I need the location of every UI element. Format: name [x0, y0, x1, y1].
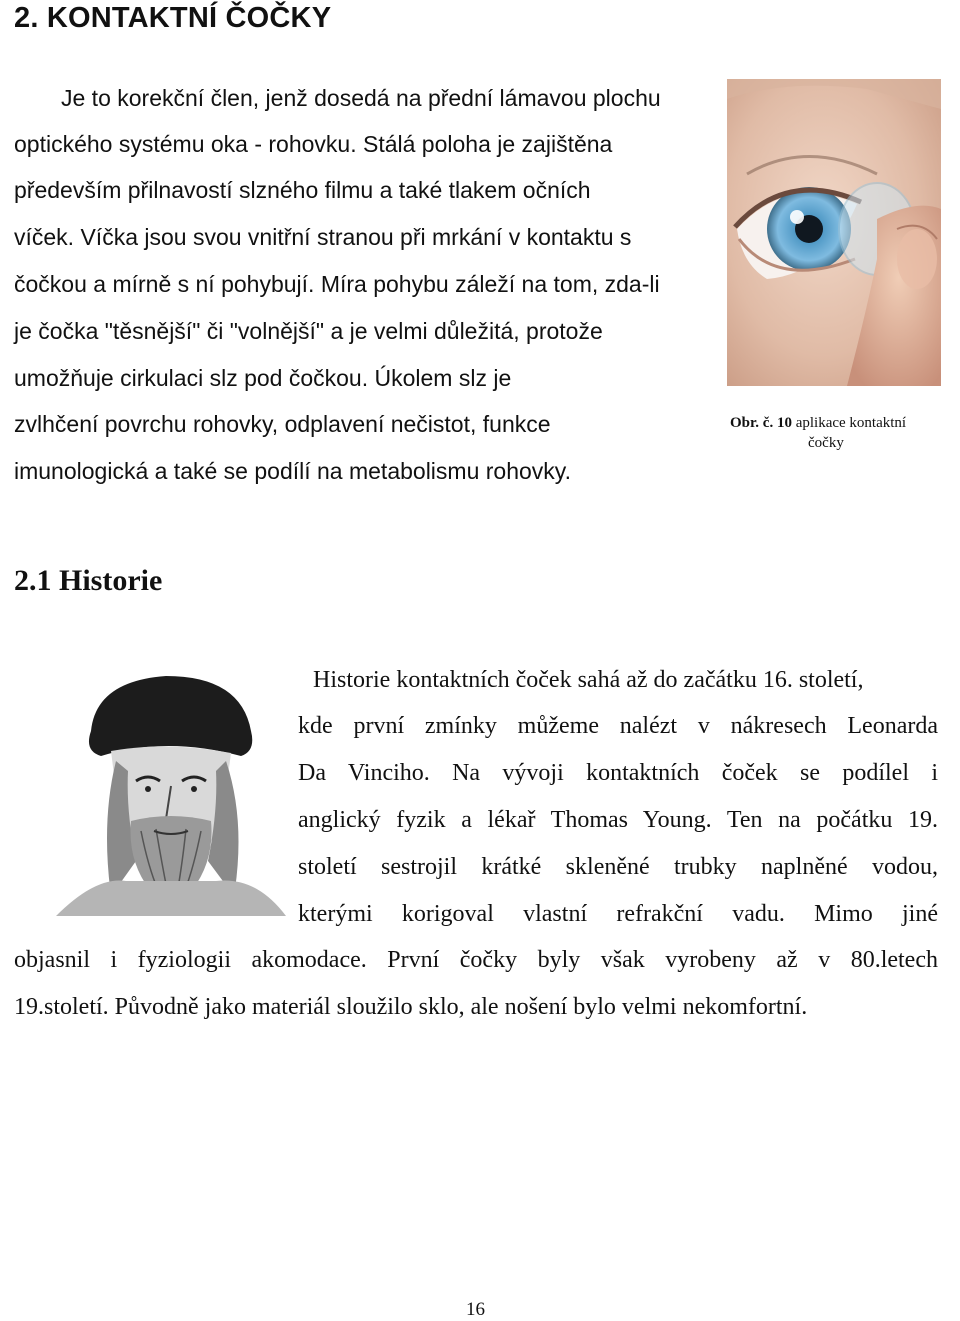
page-number: 16 [466, 1299, 485, 1320]
intro-line: Je to korekční člen, jenž dosedá na přední lámavou plochu [61, 85, 661, 111]
intro-line: optického systému oka - rohovku. Stálá poloha je zajištěna [14, 131, 613, 157]
history-line: Da Vinciho. Na vývoji kontaktních čoček se podílel i [298, 760, 938, 786]
caption-label: Obr. č. [730, 415, 774, 431]
caption-number: 10 [776, 415, 792, 431]
caption-text: aplikace kontaktní [795, 415, 907, 431]
intro-line: je čočka "těsnější" či "volnější" a je velmi důležitá, protože [14, 318, 603, 344]
intro-line: především přilnavostí slzného filmu a také tlakem očních [14, 177, 591, 203]
figure-caption [730, 413, 960, 453]
intro-line: imunologická a také se podílí na metabolismu rohovky. [14, 458, 571, 484]
intro-line: víček. Víčka jsou svou vnitřní stranou při mrkání v kontaktu s [14, 224, 632, 250]
history-line: století sestrojil krátké skleněné trubky naplněné vodou, [298, 854, 938, 880]
history-line: kde první zmínky můžeme nalézt v nákresech Leonarda [298, 713, 938, 739]
leonardo-portrait [56, 661, 286, 916]
caption-text-2: čočky [808, 435, 844, 451]
history-line: Historie kontaktních čoček sahá až do začátku 16. století, [313, 667, 864, 693]
portrait-drawing-icon [56, 661, 286, 916]
intro-line: zvlhčení povrchu rohovky, odplavení nečistot, funkce [14, 411, 551, 437]
history-line: objasnil i fyziologii akomodace. První čočky byly však vyrobeny až v 80.letech [14, 947, 938, 973]
eye-contact-lens-icon [727, 79, 941, 386]
intro-line: umožňuje cirkulaci slz pod čočkou. Úkolem slz je [14, 365, 512, 391]
contact-lens-photo [727, 79, 941, 386]
section-heading: 2.1 Historie [14, 564, 163, 597]
chapter-heading: 2. KONTAKTNÍ ČOČKY [14, 2, 332, 34]
history-line: anglický fyzik a lékař Thomas Young. Ten na počátku 19. [298, 807, 938, 833]
intro-line: čočkou a mírně s ní pohybují. Míra pohybu záleží na tom, zda-li [14, 271, 660, 297]
history-line: kterými korigoval vlastní refrakční vadu. Mimo jiné [298, 901, 938, 927]
history-line: 19.století. Původně jako materiál sloužilo sklo, ale nošení bylo velmi nekomfortní. [14, 994, 808, 1020]
